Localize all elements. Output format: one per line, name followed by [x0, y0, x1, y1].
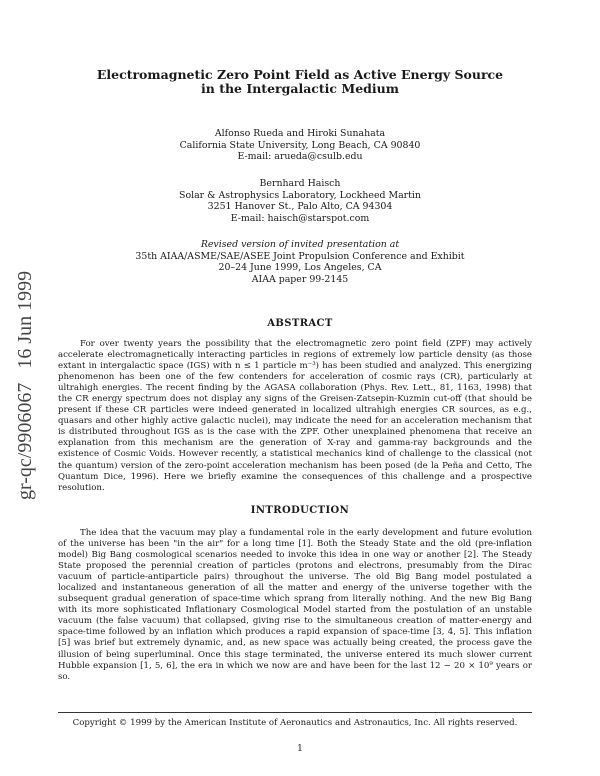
title-line-2: in the Intergalactic Medium	[201, 81, 399, 96]
arxiv-id: gr-qc/9906067	[14, 382, 36, 500]
introduction-heading: INTRODUCTION	[250, 505, 350, 516]
revised-note: Revised version of invited presentation at	[200, 239, 400, 250]
author-block-2	[60, 178, 540, 224]
abstract-text: For over twenty years the possibility that the electromagnetic zero point field (ZPF) may actively accelerate electromagnetically interacting particles in regions of extremely low particle density (as those extant in intergalactic space (IGS) with n ≤ 1 particle m⁻³) has been studied and analyzed. This energizing phenomenon has been one of the few contenders for acceleration of cosmic rays (CR), particularly at ultrahigh energies. The recent finding by the AGASA collaboration (Phys. Rev. Lett., 81, 1163, 1998) that the CR energy spectrum does not display any signs of the Greisen-Zatsepin-Kuzmin cut-off (that should be present if these CR particles were indeed generated in localized ultrahigh energies CR sources, as e.g., quasars and other highly active galactic nuclei), may indicate the need for an acceleration mechanism that is distributed throughout IGS as is the case with the ZPF. Other unexplained phenomena that receive an explanation from this mechanism are the generation of X-ray and gamma-ray backgrounds and the existence of Cosmic Voids. However recently, a statistical mechanics kind of challenge to the classical (not the quantum) version of the zero-point acceleration mechanism has been posed (de la Peña and Cetto, The Quantum Dice, 1996). Here we briefly examine the consequences of this challenge and a prospective resolution.	[58, 339, 532, 493]
copyright-notice: Copyright © 1999 by the American Institute of Aeronautics and Astronautics, Inc. All rights reserved.	[72, 718, 518, 728]
conference-info	[60, 239, 540, 285]
author-affiliation: Solar & Astrophysics Laboratory, Lockheed Martin	[179, 189, 421, 201]
page-number: 1	[297, 744, 303, 754]
footnote-rule	[58, 712, 532, 713]
title-line-1: Electromagnetic Zero Point Field as Active Energy Source	[96, 67, 504, 82]
author-affiliation: California State University, Long Beach, CA 90840	[179, 139, 421, 151]
introduction-text: The idea that the vacuum may play a fundamental role in the early development and future evolution of the universe has been "in the air" for a long time [1]. Both the Steady State and the old (pre-inflation model) Big Bang cosmological scenarios needed to invoke this idea in one way or another [2]. The Steady State proposed the perennial creation of particles (protons and electrons, presumably from the Dirac vacuum of particle-antiparticle pairs) throughout the universe. The old Big Bang model postulated a localized and instantaneous generation of all the matter and energy of the universe together with the subsequent gradual generation of space-time which sprang from literally nothing. And the new Big Bang with its more sophisticated Inflationary Cosmological Model started from the postulation of an unstable vacuum (the false vacuum) that collapsed, giving rise to the simultaneous creation of matter-energy and space-time followed by an inflation which produces a rapid expansion of space-time [3, 4, 5]. This inflation [5] was brief but extremely dynamic, and, as new space was actually being created, the process gave the illusion of being superluminal. Once this stage terminated, the universe entered its much slower current Hubble expansion [1, 5, 6], the era in which we now are and have been for the last 12 − 20 × 10⁹ years or so.	[58, 528, 532, 682]
conference-date: 20–24 June 1999, Los Angeles, CA	[218, 262, 382, 273]
paper-number: AIAA paper 99-2145	[251, 273, 349, 285]
author-block-1	[60, 128, 540, 163]
author-names: Bernhard Haisch	[259, 178, 341, 189]
paper-title	[60, 68, 540, 96]
author-email: E-mail: arueda@csulb.edu	[237, 151, 363, 162]
author-names: Alfonso Rueda and Hiroki Sunahata	[214, 128, 386, 139]
arxiv-date: 16 Jun 1999	[14, 270, 36, 369]
abstract-heading: ABSTRACT	[267, 318, 333, 329]
arxiv-sidebar-stamp	[14, 210, 38, 500]
conference-name: 35th AIAA/ASME/SAE/ASEE Joint Propulsion Conference and Exhibit	[135, 250, 465, 262]
author-email: E-mail: haisch@starspot.com	[230, 212, 370, 224]
author-address: 3251 Hanover St., Palo Alto, CA 94304	[207, 201, 393, 212]
